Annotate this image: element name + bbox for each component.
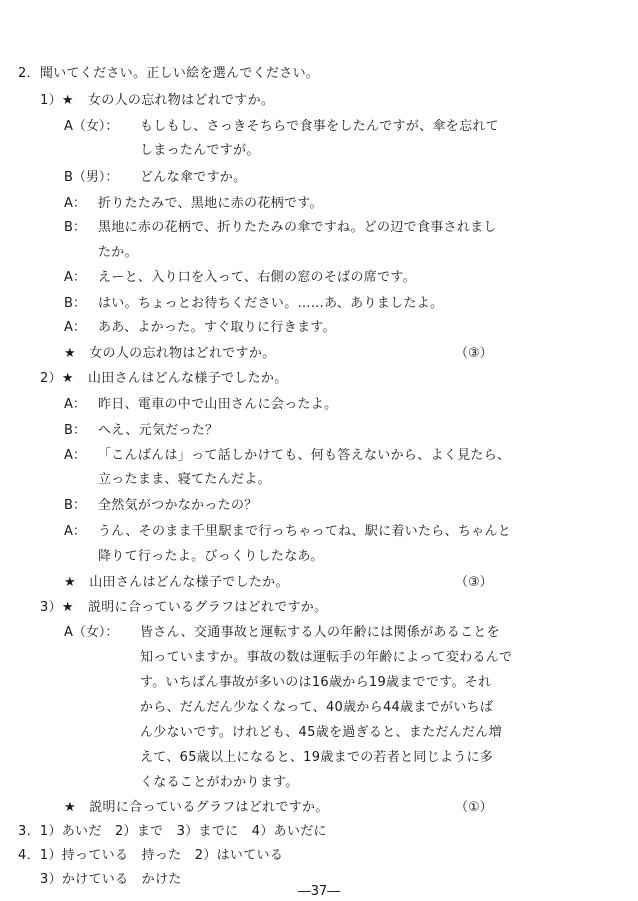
p1-label: 1）★	[40, 93, 74, 108]
p2-line: うん、そのまま千里駅まで行っちゃってね、駅に着いたら、ちゃんと	[98, 524, 512, 539]
q4-answers-line2: 3）かけている かけた	[40, 872, 182, 887]
p2-speaker: A：	[64, 524, 86, 539]
p1-line: どんな傘ですか。	[140, 170, 247, 185]
p3-line: くなることがわかります。	[140, 775, 299, 790]
p2-line: 立ったまま、寝てたんだよ。	[98, 472, 271, 487]
p2-answer: （③）	[455, 575, 493, 590]
p1-line: ああ、よかった。すぐ取りに行きます。	[98, 320, 336, 335]
p3-answer: （①）	[455, 800, 493, 815]
p1-speaker: B：	[64, 296, 86, 311]
p2-line: 降りて行ったよ。びっくりしたなあ。	[98, 549, 324, 564]
p2-line: 「こんばんは」って話しかけても、何も答えないから、よく見たら、	[98, 448, 511, 463]
p2-speaker: A：	[64, 448, 86, 463]
p2-line: へえ、元気だった？	[98, 423, 219, 438]
p3-question: 説明に合っているグラフはどれですか。	[88, 600, 328, 615]
p3-line: から、だんだん少なくなって、40歳から44歳までがいちば	[140, 700, 494, 715]
p2-question: 山田さんはどんな様子でしたか。	[88, 371, 288, 386]
p1-line: はい。ちょっとお待ちください。……あ、ありましたよ。	[98, 296, 444, 311]
p2-repeat: ★ 山田さんはどんな様子でしたか。	[64, 575, 289, 590]
p1-speaker: A：	[64, 196, 86, 211]
p1-line: 黒地に赤の花柄で、折りたたみの傘ですね。どの辺で食事されまし	[98, 220, 497, 235]
p1-repeat: ★ 女の人の忘れ物はどれですか。	[64, 346, 276, 361]
p1-line: えーと、入り口を入って、右側の窓のそばの席です。	[98, 270, 416, 285]
p2-speaker: A：	[64, 397, 86, 412]
p1-speaker: A：	[64, 270, 86, 285]
p3-line: ん少ないです。けれども、45歳を過ぎると、まただんだん増	[140, 725, 502, 740]
p1-speaker: B：	[64, 220, 86, 235]
p2-speaker: B：	[64, 423, 86, 438]
p1-line: たか。	[98, 245, 138, 260]
p1-line: もしもし、さっきそちらで食事をしたんですが、傘を忘れて	[140, 119, 499, 134]
p2-speaker: B：	[64, 498, 86, 513]
q4-answers-line1: 4．1）持っている 持った 2）はいている	[18, 848, 284, 863]
p2-line: 全然気がつかなかったの？	[98, 498, 258, 513]
p2-label: 2）★	[40, 371, 74, 386]
p1-line: 折りたたみで、黒地に赤の花柄です。	[98, 196, 323, 211]
p1-line: しまったんですが。	[140, 143, 260, 158]
p3-line: 知っていますか。事故の数は運転手の年齢によって変わるんで	[140, 650, 513, 665]
p1-speaker: B（男）：	[64, 170, 119, 185]
p3-label: 3）★	[40, 600, 74, 615]
p1-answer: （③）	[455, 346, 493, 361]
p1-speaker: A：	[64, 320, 86, 335]
q2-header: 2．聞いてください。正しい絵を選んでください。	[18, 66, 320, 81]
p3-line: えて、65歳以上になると、19歳までの若者と同じように多	[140, 750, 494, 765]
p3-repeat: ★ 説明に合っているグラフはどれですか。	[64, 800, 329, 815]
p1-question: 女の人の忘れ物はどれですか。	[88, 93, 275, 108]
p3-speaker: A（女）：	[64, 625, 119, 640]
p3-line: 皆さん、交通事故と運転する人の年齢には関係があることを	[140, 625, 500, 640]
q3-answers: 3．1）あいだ 2）まで 3）までに 4）あいだに	[18, 824, 327, 839]
p1-speaker: A（女）：	[64, 119, 119, 134]
page-number: ―37―	[297, 884, 341, 899]
p3-line: す。いちばん事故が多いのは16歳から19歳までです。それ	[140, 675, 492, 690]
p2-line: 昨日、電車の中で山田さんに会ったよ。	[98, 397, 338, 412]
